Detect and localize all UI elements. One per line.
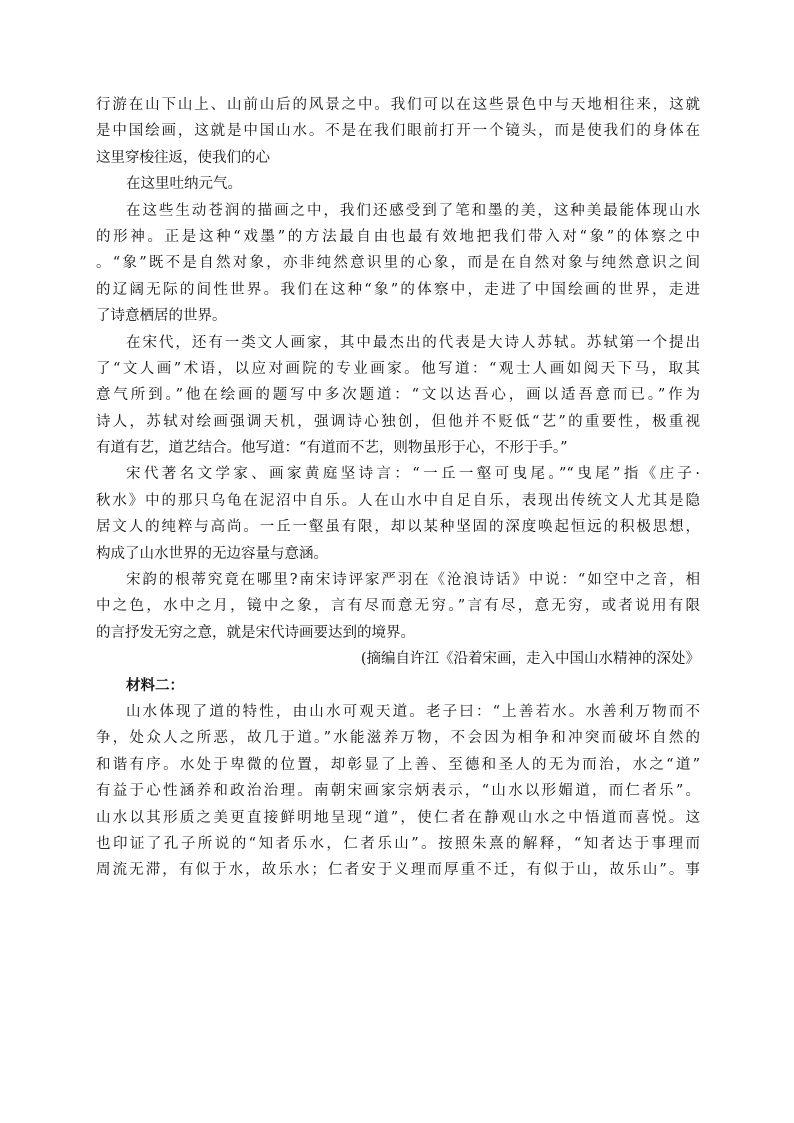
paragraph-line: 了诗意栖居的世界。 [96, 308, 227, 325]
document-page [96, 92, 700, 884]
source-citation: (摘编自许江《沿着宋画，走入中国山水精神的深处》 [360, 651, 700, 668]
paragraph-line: 争，处众人之所恶，故几于道。”水能滋养万物，不会因为相争和冲突而破坏自然的 [96, 730, 700, 747]
paragraph-line: 意气所到。”他在绘画的题写中多次题道：“文以达吾心，画以适吾意而已。”作为 [96, 387, 700, 404]
paragraph-line: 行游在山下山上、山前山后的风景之中。我们可以在这些景色中与天地相往来，这就 [96, 97, 700, 113]
paragraph-line: 在这些生动苍润的描画之中，我们还感受到了笔和墨的美，这种美最能体现山水 [126, 202, 700, 219]
paragraph-line: 中之色，水中之月，镜中之象，言有尽而意无穷。”言有尽，意无穷，或者说用有限 [96, 598, 700, 615]
paragraph-line: 山水以其形质之美更直接鲜明地呈现“道”，使仁者在静观山水之中悟道而喜悦。这 [96, 809, 700, 826]
paragraph-line: 宋韵的根蒂究竟在哪里?南宋诗评家严羽在《沧浪诗话》中说：“如空中之音，相 [126, 572, 700, 589]
material-one-section [96, 92, 700, 673]
paragraph-line: 的形神。正是这种“戏墨”的方法最自由也最有效地把我们带入对“象”的体察之中 [96, 228, 700, 245]
paragraph-line: 了“文人画”术语，以应对画院的专业画家。他写道：“观士人画如阅天下马，取其 [96, 360, 700, 377]
paragraph-line: 有益于心性涵养和政治治理。南朝宋画家宗炳表示，“山水以形媚道，而仁者乐”。 [96, 783, 700, 800]
paragraph-line: 山水体现了道的特性，由山水可观天道。老子曰：“上善若水。水善利万物而不 [126, 703, 700, 720]
paragraph-line: 。“象”既不是自然对象，亦非纯然意识里的心象，而是在自然对象与纯然意识之间 [96, 255, 700, 272]
paragraph-line: 在这里吐纳元气。 [126, 176, 242, 193]
paragraph-line: 的辽阔无际的间性世界。我们在这种“象”的体察中，走进了中国绘画的世界，走进 [96, 281, 700, 298]
paragraph-line: 的言抒发无穷之意，就是宋代诗画要达到的境界。 [96, 624, 415, 641]
paragraph-line: 也印证了孔子所说的“知者乐水，仁者乐山”。按照朱熹的解释，“知者达于事理而 [96, 835, 700, 852]
paragraph-line: 居文人的纯粹与高尚。一丘一壑虽有限，却以某种坚固的深度唤起恒远的积极思想， [96, 519, 700, 536]
paragraph-line: 秋水》中的那只乌龟在泥沼中自乐。人在山水中自足自乐，表现出传统文人尤其是隐 [96, 492, 700, 509]
paragraph-line: 有道有艺，道艺结合。他写道：“有道而不艺，则物虽形于心，不形于手。” [96, 440, 568, 457]
paragraph-line: 诗人，苏轼对绘画强调天机，强调诗心独创，但他并不贬低“艺”的重要性，极重视 [96, 413, 700, 430]
paragraph-line: 周流无滞，有似于水，故乐水；仁者安于义理而厚重不迁，有似于山，故乐山”。事 [96, 862, 700, 879]
paragraph-line: 这里穿梭往返，使我们的心 [96, 149, 270, 166]
paragraph-line: 是中国绘画，这就是中国山水。不是在我们眼前打开一个镜头，而是使我们的身体在 [96, 123, 700, 140]
paragraph-line: 宋代著名文学家、画家黄庭坚诗言：“一丘一壑可曳尾。”“曳尾”指《庄子· [126, 466, 700, 483]
paragraph-line: 在宋代，还有一类文人画家，其中最杰出的代表是大诗人苏轼。苏轼第一个提出 [126, 334, 700, 351]
paragraph-line: 和谐有序。水处于卑微的位置，却彰显了上善、至德和圣人的无为而治，水之“道” [96, 756, 700, 773]
material-two-section [96, 673, 700, 884]
section-heading: 材料二： [126, 676, 184, 694]
paragraph-line: 构成了山水世界的无边容量与意涵。 [96, 545, 328, 562]
